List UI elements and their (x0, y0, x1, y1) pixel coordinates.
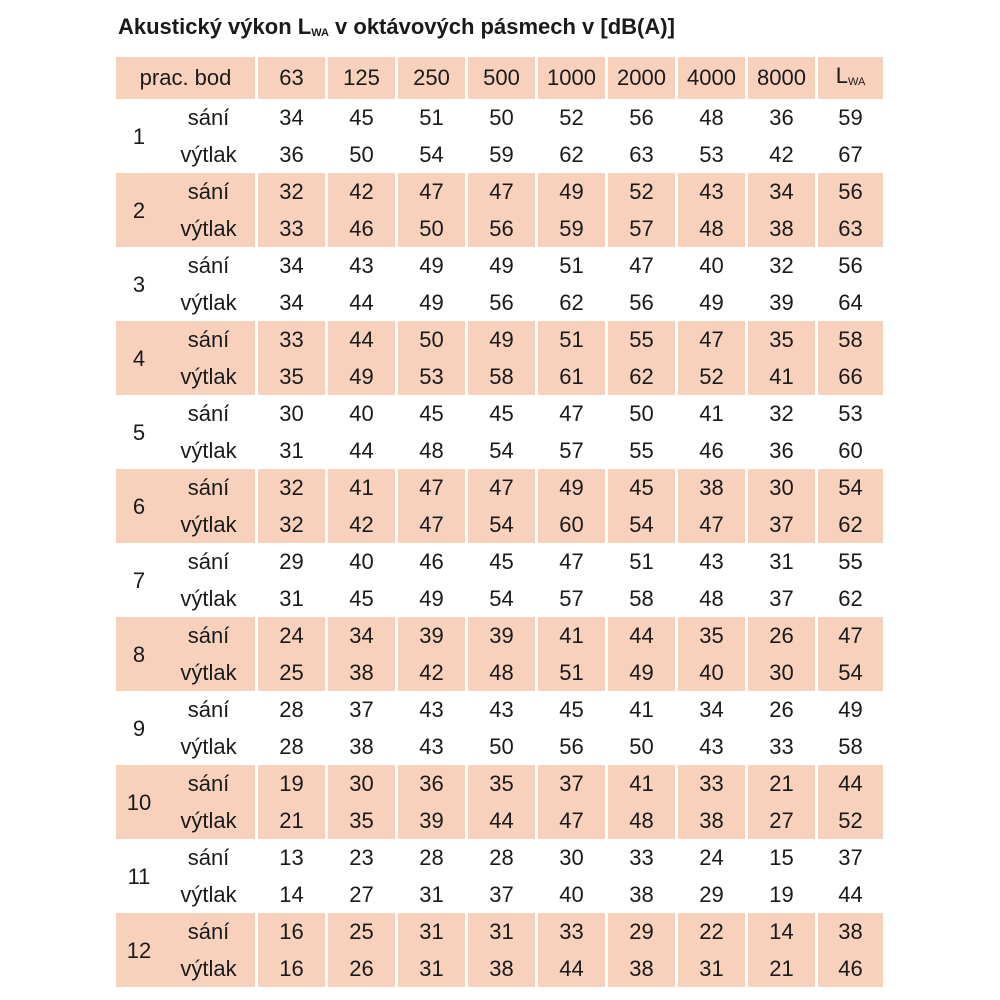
band-value-cell: 53 (675, 136, 745, 173)
operating-point-number: 7 (132, 567, 146, 593)
table-row (116, 802, 883, 839)
band-value-cell: 49 (395, 247, 465, 284)
band-value-cell: 51 (395, 99, 465, 136)
lwa-value-cell: 62 (815, 506, 883, 543)
header-lwa-sub: WA (847, 76, 866, 88)
band-value-cell: 32 (255, 469, 325, 506)
table-row (116, 691, 883, 728)
band-value-cell: 45 (535, 691, 605, 728)
header-band-8000: 8000 (745, 57, 815, 99)
band-value-cell: 52 (605, 173, 675, 210)
band-value-cell: 43 (395, 728, 465, 765)
band-value-cell: 54 (605, 506, 675, 543)
lwa-value-cell: 56 (815, 247, 883, 284)
band-value-cell: 41 (535, 617, 605, 654)
band-value-cell: 50 (465, 728, 535, 765)
band-value-cell: 36 (745, 432, 815, 469)
band-value-cell: 29 (675, 876, 745, 913)
mode-label-intake: sání (187, 401, 230, 426)
band-value-cell: 57 (605, 210, 675, 247)
band-value-cell: 38 (325, 728, 395, 765)
mode-label-intake: sání (187, 253, 230, 278)
band-value-cell: 31 (465, 913, 535, 950)
band-value-cell: 38 (745, 210, 815, 247)
lwa-value-cell: 59 (815, 99, 883, 136)
band-value-cell: 47 (395, 469, 465, 506)
band-value-cell: 32 (255, 173, 325, 210)
band-value-cell: 57 (535, 432, 605, 469)
band-value-cell: 51 (535, 654, 605, 691)
band-value-cell: 34 (745, 173, 815, 210)
band-value-cell: 38 (465, 950, 535, 987)
band-value-cell: 34 (325, 617, 395, 654)
band-value-cell: 28 (395, 839, 465, 876)
band-value-cell: 34 (255, 99, 325, 136)
band-value-cell: 44 (605, 617, 675, 654)
mode-label-outlet: výtlak (162, 506, 255, 543)
header-band-1000: 1000 (535, 57, 605, 99)
band-value-cell: 43 (325, 247, 395, 284)
band-value-cell: 34 (255, 284, 325, 321)
band-value-cell: 49 (465, 247, 535, 284)
band-value-cell: 25 (325, 913, 395, 950)
band-value-cell: 37 (465, 876, 535, 913)
operating-point-number: 8 (116, 617, 162, 691)
title-subscript: WA (311, 27, 329, 39)
band-value-cell: 35 (745, 321, 815, 358)
lwa-value-cell: 54 (815, 469, 883, 506)
band-value-cell: 26 (745, 617, 815, 654)
band-value-cell: 26 (745, 691, 815, 728)
band-value-cell: 38 (675, 469, 745, 506)
band-value-cell: 50 (465, 99, 535, 136)
band-value-cell: 45 (465, 543, 535, 580)
band-value-cell: 56 (605, 284, 675, 321)
band-value-cell: 50 (605, 395, 675, 432)
band-value-cell: 47 (465, 173, 535, 210)
band-value-cell: 35 (465, 765, 535, 802)
band-value-cell: 46 (395, 543, 465, 580)
lwa-value-cell: 44 (815, 765, 883, 802)
band-value-cell: 50 (325, 136, 395, 173)
band-value-cell: 25 (255, 654, 325, 691)
mode-label-intake: sání (187, 549, 230, 574)
band-value-cell: 34 (255, 247, 325, 284)
header-band-250: 250 (395, 57, 465, 99)
table-row (116, 358, 883, 395)
band-value-cell: 40 (535, 876, 605, 913)
band-value-cell: 21 (745, 950, 815, 987)
band-value-cell: 41 (325, 469, 395, 506)
band-value-cell: 37 (745, 580, 815, 617)
band-value-cell: 55 (605, 321, 675, 358)
table-row (116, 99, 883, 136)
band-value-cell: 14 (745, 913, 815, 950)
table-row (116, 432, 883, 469)
band-value-cell: 47 (535, 802, 605, 839)
band-value-cell: 37 (325, 691, 395, 728)
band-value-cell: 39 (395, 617, 465, 654)
table-row (116, 950, 883, 987)
lwa-value-cell: 38 (815, 913, 883, 950)
lwa-value-cell: 55 (815, 543, 883, 580)
lwa-value-cell: 58 (815, 321, 883, 358)
title-text-suffix: v oktávových pásmech v [dB(A)] (328, 14, 675, 39)
band-value-cell: 22 (675, 913, 745, 950)
mode-label-outlet: výtlak (162, 654, 255, 691)
band-value-cell: 24 (675, 839, 745, 876)
mode-label-outlet: výtlak (162, 210, 255, 247)
lwa-value-cell: 49 (815, 691, 883, 728)
table-row (116, 913, 883, 950)
lwa-value-cell: 58 (815, 728, 883, 765)
band-value-cell: 47 (395, 173, 465, 210)
band-value-cell: 51 (605, 543, 675, 580)
band-value-cell: 42 (395, 654, 465, 691)
band-value-cell: 26 (325, 950, 395, 987)
band-value-cell: 54 (465, 580, 535, 617)
band-value-cell: 52 (675, 358, 745, 395)
band-value-cell: 47 (465, 469, 535, 506)
header-band-125: 125 (325, 57, 395, 99)
band-value-cell: 21 (255, 802, 325, 839)
band-value-cell: 58 (605, 580, 675, 617)
band-value-cell: 45 (325, 99, 395, 136)
band-value-cell: 35 (255, 358, 325, 395)
band-value-cell: 47 (535, 395, 605, 432)
band-value-cell: 39 (395, 802, 465, 839)
band-value-cell: 43 (675, 173, 745, 210)
mode-label-outlet: výtlak (162, 802, 255, 839)
mode-label-outlet: výtlak (180, 734, 237, 759)
band-value-cell: 29 (605, 913, 675, 950)
band-value-cell: 45 (605, 469, 675, 506)
band-value-cell: 56 (465, 210, 535, 247)
band-value-cell: 48 (605, 802, 675, 839)
band-value-cell: 44 (325, 432, 395, 469)
band-value-cell: 21 (745, 765, 815, 802)
mode-label-intake: sání (162, 913, 255, 950)
band-value-cell: 33 (255, 321, 325, 358)
band-value-cell: 32 (745, 395, 815, 432)
header-band-500: 500 (465, 57, 535, 99)
band-value-cell: 30 (745, 469, 815, 506)
band-value-cell: 30 (325, 765, 395, 802)
band-value-cell: 35 (325, 802, 395, 839)
band-value-cell: 48 (395, 432, 465, 469)
band-value-cell: 36 (745, 99, 815, 136)
table-body (116, 99, 883, 987)
table-row (116, 210, 883, 247)
band-value-cell: 31 (255, 432, 325, 469)
band-value-cell: 45 (395, 395, 465, 432)
band-value-cell: 31 (745, 543, 815, 580)
mode-label-outlet: výtlak (162, 950, 255, 987)
band-value-cell: 38 (325, 654, 395, 691)
band-value-cell: 33 (605, 839, 675, 876)
operating-point-number: 3 (132, 271, 146, 297)
band-value-cell: 56 (535, 728, 605, 765)
band-value-cell: 58 (465, 358, 535, 395)
lwa-value-cell: 37 (815, 839, 883, 876)
table-row (116, 321, 883, 358)
band-value-cell: 31 (395, 950, 465, 987)
band-value-cell: 33 (745, 728, 815, 765)
header-band-4000: 4000 (675, 57, 745, 99)
table-row (116, 395, 883, 432)
band-value-cell: 41 (605, 765, 675, 802)
band-value-cell: 46 (675, 432, 745, 469)
band-value-cell: 38 (605, 876, 675, 913)
band-value-cell: 30 (255, 395, 325, 432)
band-value-cell: 52 (535, 99, 605, 136)
operating-point-number: 2 (116, 173, 162, 247)
band-value-cell: 50 (605, 728, 675, 765)
lwa-value-cell: 60 (815, 432, 883, 469)
title-text: Akustický výkon L (118, 14, 312, 39)
band-value-cell: 37 (535, 765, 605, 802)
band-value-cell: 47 (675, 506, 745, 543)
band-value-cell: 41 (605, 691, 675, 728)
band-value-cell: 36 (395, 765, 465, 802)
lwa-value-cell: 63 (815, 210, 883, 247)
band-value-cell: 47 (675, 321, 745, 358)
mode-label-intake: sání (187, 845, 230, 870)
mode-label-intake: sání (162, 617, 255, 654)
mode-label-intake: sání (187, 105, 230, 130)
band-value-cell: 33 (535, 913, 605, 950)
band-value-cell: 44 (535, 950, 605, 987)
band-value-cell: 54 (465, 506, 535, 543)
band-value-cell: 37 (745, 506, 815, 543)
table-row (116, 247, 883, 284)
table-row (116, 876, 883, 913)
table-row (116, 543, 883, 580)
band-value-cell: 54 (465, 432, 535, 469)
band-value-cell: 45 (465, 395, 535, 432)
band-value-cell: 41 (745, 358, 815, 395)
band-value-cell: 19 (745, 876, 815, 913)
operating-point-number: 1 (132, 123, 146, 149)
lwa-value-cell: 44 (815, 876, 883, 913)
band-value-cell: 35 (675, 617, 745, 654)
band-value-cell: 54 (395, 136, 465, 173)
band-value-cell: 34 (675, 691, 745, 728)
band-value-cell: 36 (255, 136, 325, 173)
band-value-cell: 30 (745, 654, 815, 691)
table-row (116, 617, 883, 654)
lwa-value-cell: 46 (815, 950, 883, 987)
band-value-cell: 28 (255, 728, 325, 765)
band-value-cell: 51 (535, 321, 605, 358)
band-value-cell: 49 (325, 358, 395, 395)
band-value-cell: 15 (745, 839, 815, 876)
table-row (116, 728, 883, 765)
band-value-cell: 49 (675, 284, 745, 321)
band-value-cell: 44 (325, 284, 395, 321)
mode-label-intake: sání (162, 173, 255, 210)
band-value-cell: 48 (675, 99, 745, 136)
band-value-cell: 41 (675, 395, 745, 432)
band-value-cell: 60 (535, 506, 605, 543)
band-value-cell: 47 (535, 543, 605, 580)
band-value-cell: 16 (255, 913, 325, 950)
band-value-cell: 23 (325, 839, 395, 876)
band-value-cell: 19 (255, 765, 325, 802)
table-title (118, 14, 675, 40)
band-value-cell: 49 (605, 654, 675, 691)
lwa-value-cell: 62 (815, 580, 883, 617)
operating-point-number: 9 (132, 715, 146, 741)
band-value-cell: 63 (605, 136, 675, 173)
band-value-cell: 47 (395, 506, 465, 543)
band-value-cell: 16 (255, 950, 325, 987)
table-row (116, 765, 883, 802)
band-value-cell: 42 (325, 506, 395, 543)
band-value-cell: 62 (535, 136, 605, 173)
header-band-63: 63 (255, 57, 325, 99)
band-value-cell: 47 (605, 247, 675, 284)
band-value-cell: 48 (675, 210, 745, 247)
operating-point-number: 5 (132, 419, 146, 445)
band-value-cell: 49 (395, 284, 465, 321)
band-value-cell: 49 (465, 321, 535, 358)
band-value-cell: 40 (325, 395, 395, 432)
mode-label-outlet: výtlak (180, 882, 237, 907)
band-value-cell: 44 (465, 802, 535, 839)
band-value-cell: 50 (395, 210, 465, 247)
table-row (116, 173, 883, 210)
band-value-cell: 48 (465, 654, 535, 691)
band-value-cell: 38 (675, 802, 745, 839)
band-value-cell: 48 (675, 580, 745, 617)
lwa-value-cell: 54 (815, 654, 883, 691)
band-value-cell: 45 (325, 580, 395, 617)
mode-label-outlet: výtlak (180, 290, 237, 315)
mode-label-outlet: výtlak (162, 358, 255, 395)
band-value-cell: 33 (255, 210, 325, 247)
band-value-cell: 28 (255, 691, 325, 728)
band-value-cell: 39 (465, 617, 535, 654)
header-row (116, 57, 883, 99)
mode-label-outlet: výtlak (180, 586, 237, 611)
mode-label-outlet: výtlak (180, 142, 237, 167)
mode-label-intake: sání (162, 469, 255, 506)
operating-point-number: 10 (116, 765, 162, 839)
band-value-cell: 49 (535, 469, 605, 506)
table-row (116, 839, 883, 876)
band-value-cell: 44 (325, 321, 395, 358)
operating-point-number: 4 (116, 321, 162, 395)
band-value-cell: 51 (535, 247, 605, 284)
table-row (116, 469, 883, 506)
band-value-cell: 53 (395, 358, 465, 395)
band-value-cell: 59 (465, 136, 535, 173)
band-value-cell: 32 (745, 247, 815, 284)
band-value-cell: 43 (465, 691, 535, 728)
band-value-cell: 13 (255, 839, 325, 876)
table-row (116, 580, 883, 617)
mode-label-intake: sání (162, 765, 255, 802)
band-value-cell: 30 (535, 839, 605, 876)
band-value-cell: 14 (255, 876, 325, 913)
header-band-2000: 2000 (605, 57, 675, 99)
header-lwa (815, 57, 883, 99)
band-value-cell: 27 (745, 802, 815, 839)
lwa-value-cell: 47 (815, 617, 883, 654)
mode-label-intake: sání (162, 321, 255, 358)
band-value-cell: 31 (255, 580, 325, 617)
band-value-cell: 62 (535, 284, 605, 321)
band-value-cell: 42 (745, 136, 815, 173)
lwa-value-cell: 64 (815, 284, 883, 321)
band-value-cell: 43 (675, 728, 745, 765)
mode-label-intake: sání (187, 697, 230, 722)
lwa-value-cell: 67 (815, 136, 883, 173)
band-value-cell: 43 (675, 543, 745, 580)
band-value-cell: 28 (465, 839, 535, 876)
band-value-cell: 31 (395, 913, 465, 950)
operating-point-number: 11 (127, 863, 151, 889)
band-value-cell: 27 (325, 876, 395, 913)
band-value-cell: 59 (535, 210, 605, 247)
table-row (116, 136, 883, 173)
band-value-cell: 42 (325, 173, 395, 210)
band-value-cell: 49 (535, 173, 605, 210)
band-value-cell: 40 (675, 247, 745, 284)
acoustic-power-table (116, 57, 883, 987)
table-row (116, 506, 883, 543)
band-value-cell: 43 (395, 691, 465, 728)
band-value-cell: 40 (675, 654, 745, 691)
operating-point-number: 12 (116, 913, 162, 987)
mode-label-outlet: výtlak (180, 438, 237, 463)
band-value-cell: 56 (465, 284, 535, 321)
band-value-cell: 39 (745, 284, 815, 321)
band-value-cell: 61 (535, 358, 605, 395)
band-value-cell: 55 (605, 432, 675, 469)
lwa-value-cell: 56 (815, 173, 883, 210)
band-value-cell: 56 (605, 99, 675, 136)
lwa-value-cell: 53 (815, 395, 883, 432)
band-value-cell: 32 (255, 506, 325, 543)
table-row (116, 654, 883, 691)
table-row (116, 284, 883, 321)
band-value-cell: 40 (325, 543, 395, 580)
band-value-cell: 29 (255, 543, 325, 580)
band-value-cell: 33 (675, 765, 745, 802)
band-value-cell: 24 (255, 617, 325, 654)
header-operating-point: prac. bod (116, 57, 255, 99)
band-value-cell: 31 (675, 950, 745, 987)
band-value-cell: 62 (605, 358, 675, 395)
lwa-value-cell: 66 (815, 358, 883, 395)
band-value-cell: 31 (395, 876, 465, 913)
band-value-cell: 50 (395, 321, 465, 358)
header-lwa-main: L (835, 63, 848, 88)
band-value-cell: 49 (395, 580, 465, 617)
band-value-cell: 57 (535, 580, 605, 617)
band-value-cell: 46 (325, 210, 395, 247)
lwa-value-cell: 52 (815, 802, 883, 839)
operating-point-number: 6 (116, 469, 162, 543)
band-value-cell: 38 (605, 950, 675, 987)
